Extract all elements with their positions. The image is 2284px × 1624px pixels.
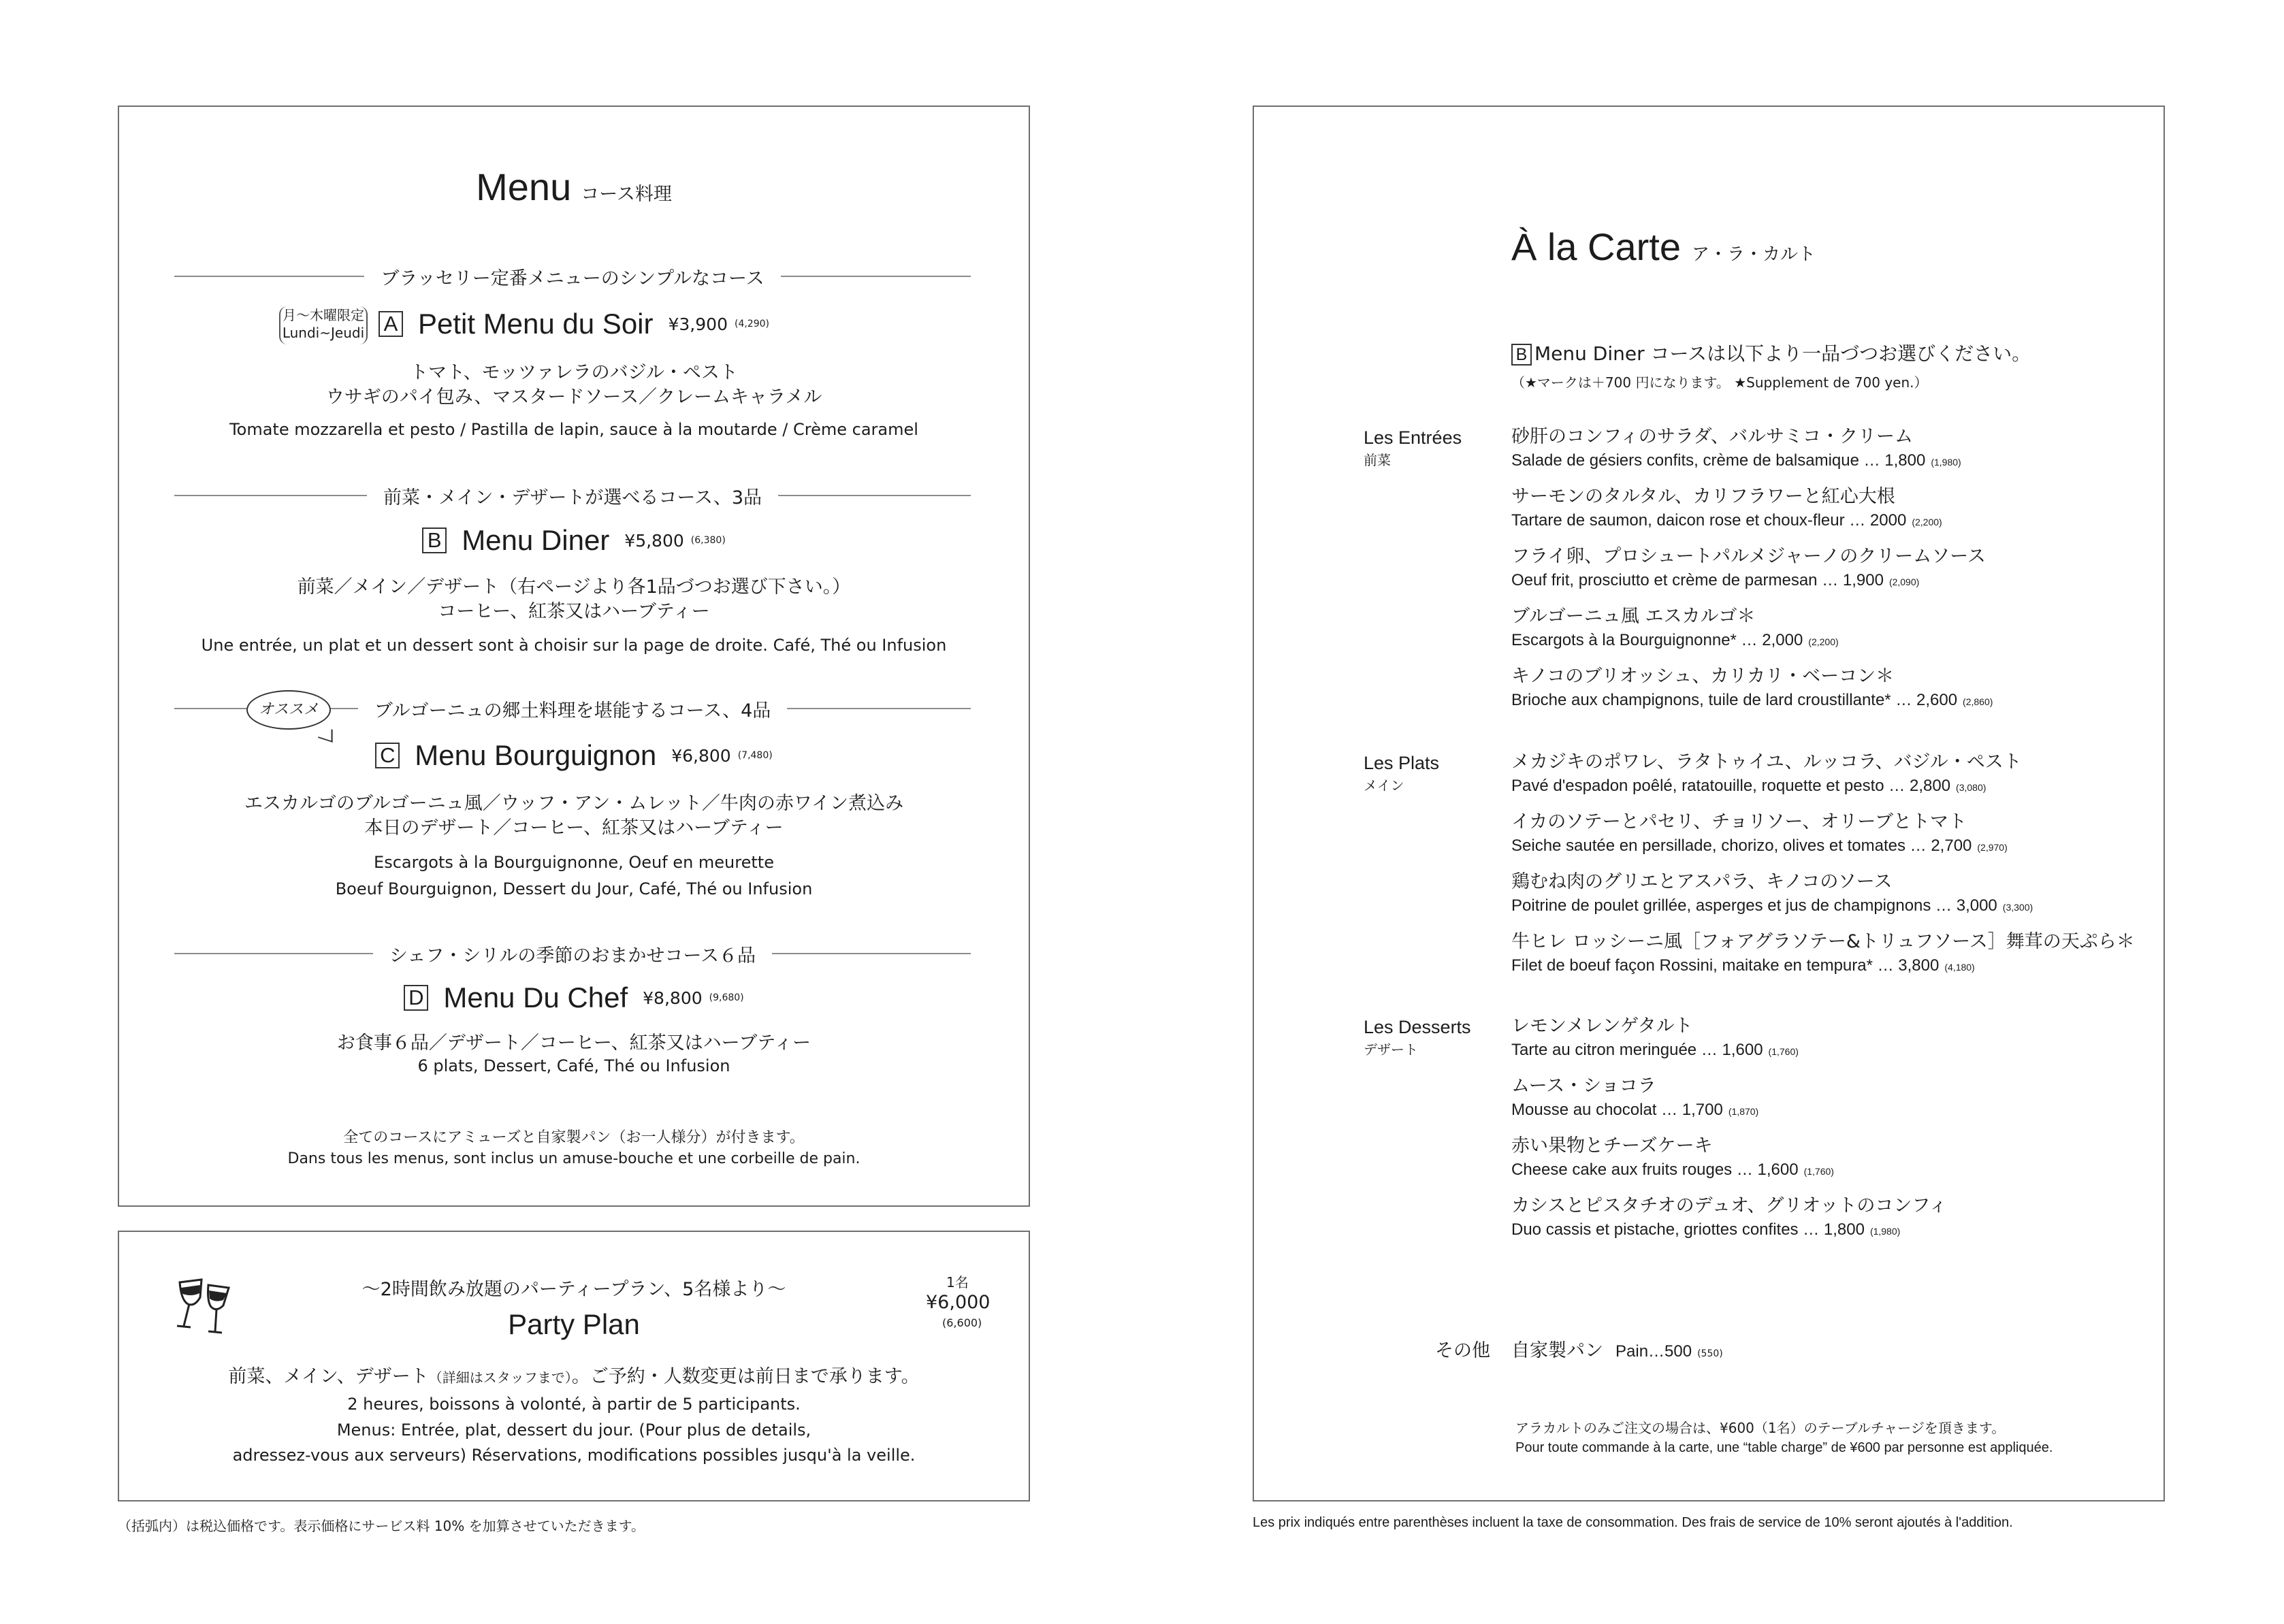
course-a-letter: A bbox=[379, 311, 403, 337]
dish-item: キノコのブリオッシュ、カリカリ・ベーコン＊ Brioche aux champignons, tuile de lard croustillante* … 2,600 (2,860) bbox=[1511, 666, 1993, 709]
course-a-jp-2: ウサギのパイ包み、マスタードソース／クレームキャラメル bbox=[325, 387, 822, 408]
party-price: ¥6,000 bbox=[926, 1292, 991, 1313]
course-a-tax: (4,290) bbox=[734, 319, 769, 329]
other-label: その他 bbox=[1435, 1340, 1490, 1361]
party-title: Party Plan bbox=[508, 1308, 640, 1340]
course-b-heading: 前菜・メイン・デザートが選べるコース、3品 bbox=[174, 482, 971, 509]
course-c-tax: (7,480) bbox=[737, 750, 773, 761]
course-b-price: ¥5,800 bbox=[624, 530, 684, 551]
course-d-heading: シェフ・シリルの季節のおまかせコース６品 bbox=[174, 940, 971, 967]
course-a-name: Petit Menu du Soir bbox=[417, 308, 654, 340]
menu-note-fr: Dans tous les menus, sont inclus un amuse-bouche et une corbeille de pain. bbox=[287, 1150, 860, 1167]
dish-item: サーモンのタルタル、カリフラワーと紅心大根 Tartare de saumon, daicon rose et choux-fleur … 2000 (2,200) bbox=[1511, 486, 1942, 530]
course-d-jp: お食事６品／デザート／コーヒー、紅茶又はハーブティー bbox=[336, 1033, 811, 1054]
course-a-heading: ブラッセリー定番メニューのシンプルなコース bbox=[174, 263, 971, 290]
course-c-price: ¥6,800 bbox=[671, 745, 731, 766]
carte-title-jp: ア・ラ・カルト bbox=[1692, 244, 1816, 265]
dish-item: フライ卵、プロシュートパルメジャーノのクリームソース Oeuf frit, prosciutto et crème de parmesan … 1,900 (2,090) bbox=[1511, 546, 1986, 589]
course-d-price: ¥8,800 bbox=[643, 988, 703, 1008]
course-b-fr: Une entrée, un plat et un dessert sont à choisir sur la page de droite. Café, Thé ou Infusion bbox=[201, 636, 947, 655]
course-b-jp-1: 前菜／メイン／デザート（右ページより各1品づつお選び下さい。） bbox=[297, 576, 851, 598]
course-c-fr-1: Escargots à la Bourguignonne, Oeuf en meurette bbox=[374, 853, 774, 872]
course-d-letter: D bbox=[404, 985, 428, 1011]
dish-item: 牛ヒレ ロッシーニ風［フォアグラソテー&トリュフソース］舞茸の天ぷら＊ Filet de boeuf façon Rossini, maitake en tempura* … 3,800 (4,180) bbox=[1511, 931, 2135, 975]
table-charge-jp: アラカルトのみご注文の場合は、¥600（1名）のテーブルチャージを頂きます。 bbox=[1515, 1420, 2006, 1436]
menu-title: Menu コース料理 bbox=[476, 165, 672, 208]
party-tax: (6,600) bbox=[942, 1316, 982, 1329]
course-a-price: ¥3,900 bbox=[668, 314, 728, 334]
course-b-name: Menu Diner bbox=[462, 524, 610, 556]
section-entrees-label: Les Entrées 前菜 bbox=[1364, 427, 1462, 468]
weekday-tag: 月〜木曜限定 Lundi~Jeudi bbox=[279, 306, 368, 344]
dish-item: メカジキのポワレ、ラタトゥイユ、ルッコラ、バジル・ペスト Pavé d'espadon poêlé, ratatouille, roquette et pesto … 2,800 (3,080) bbox=[1511, 751, 2022, 795]
course-c-jp-2: 本日のデザート／コーヒー、紅茶又はハーブティー bbox=[364, 817, 784, 839]
carte-title: À la Carte ア・ラ・カルト bbox=[1511, 225, 1816, 268]
menu-note-jp: 全てのコースにアミューズと自家製パン（お一人様分）が付きます。 bbox=[343, 1129, 805, 1146]
course-d-fr: 6 plats, Dessert, Café, Thé ou Infusion bbox=[417, 1056, 730, 1075]
course-d-tax: (9,680) bbox=[709, 992, 744, 1003]
party-subtitle: 〜2時間飲み放題のパーティープラン、5名様より〜 bbox=[361, 1279, 786, 1300]
footer-left: （括弧内）は税込価格です。表示価格にサービス料 10% を加算させていただきます。 bbox=[118, 1518, 645, 1534]
recommend-badge: オススメ bbox=[246, 690, 331, 730]
carte-intro-note: （★マークは＋700 円になります。 ★Supplement de 700 yen.） bbox=[1511, 374, 1928, 391]
course-b-header bbox=[118, 524, 1030, 557]
dish-item: ムース・ショコラ Mousse au chocolat … 1,700 (1,870) bbox=[1511, 1075, 1759, 1119]
footer-right: Les prix indiqués entre parenthèses incluent la taxe de consommation. Des frais de service de 10% seront ajoutés à l'addition. bbox=[1253, 1515, 2013, 1530]
party-fr-3: adressez-vous aux serveurs) Réservations, modifications possibles jusqu'à la veille. bbox=[232, 1446, 916, 1465]
section-plats-label: Les Plats メイン bbox=[1364, 753, 1440, 794]
course-d-header bbox=[118, 981, 1030, 1014]
course-c-header bbox=[118, 739, 1030, 772]
course-c-heading: ブルゴーニュの郷土料理を堪能するコース、4品 bbox=[174, 695, 971, 722]
dish-item: イカのソテーとパセリ、チョリソー、オリーブとトマト Seiche sautée en persillade, chorizo, olives et tomates … 2,700 (2,970) bbox=[1511, 811, 2008, 855]
party-fr-1: 2 heures, boissons à volonté, à partir de 5 participants. bbox=[347, 1395, 801, 1414]
carte-intro: B Menu Diner コースは以下より一品づつお選びください。 bbox=[1511, 339, 2031, 366]
party-per-person: 1名 bbox=[946, 1274, 969, 1290]
other-item: 自家製パン Pain…500 (550) bbox=[1511, 1340, 1723, 1361]
section-desserts-label: Les Desserts デザート bbox=[1364, 1017, 1471, 1058]
dish-item: レモンメレンゲタルト Tarte au citron meringuée … 1,600 (1,760) bbox=[1511, 1016, 1799, 1059]
dish-item: ブルゴーニュ風 エスカルゴ＊ Escargots à la Bourguignonne* … 2,000 (2,200) bbox=[1511, 606, 1839, 649]
course-c-fr-2: Boeuf Bourguignon, Dessert du Jour, Café, Thé ou Infusion bbox=[335, 879, 813, 898]
party-jp-line: 前菜、メイン、デザート（詳細はスタッフまで）。ご予約・人数変更は前日まで承ります。 bbox=[228, 1366, 920, 1387]
course-c-jp-1: エスカルゴのブルゴーニュ風／ウッフ・アン・ムレット／牛肉の赤ワイン煮込み bbox=[244, 793, 904, 814]
carte-intro-letter: B bbox=[1511, 344, 1532, 366]
course-a-fr: Tomate mozzarella et pesto / Pastilla de lapin, sauce à la moutarde / Crème caramel bbox=[229, 420, 918, 439]
course-b-tax: (6,380) bbox=[690, 535, 726, 546]
course-c-name: Menu Bourguignon bbox=[415, 739, 657, 771]
course-a-jp-1: トマト、モッツァレラのバジル・ペスト bbox=[410, 362, 738, 383]
course-a-header bbox=[118, 308, 1030, 340]
course-c-letter: C bbox=[375, 743, 400, 768]
party-fr-2: Menus: Entrée, plat, dessert du jour. (Pour plus de details, bbox=[336, 1420, 811, 1440]
carte-panel bbox=[1253, 105, 2165, 1501]
course-b-letter: B bbox=[422, 527, 447, 553]
dish-item: カシスとピスタチオのデュオ、グリオットのコンフィ Duo cassis et pistache, griottes confites … 1,800 (1,980) bbox=[1511, 1195, 1948, 1239]
course-d-name: Menu Du Chef bbox=[443, 981, 628, 1013]
course-b-jp-2: コーヒー、紅茶又はハーブティー bbox=[438, 601, 710, 622]
dish-item: 赤い果物とチーズケーキ Cheese cake aux fruits rouges … 1,600 (1,760) bbox=[1511, 1135, 1834, 1179]
dish-item: 鶏むね肉のグリエとアスパラ、キノコのソース Poitrine de poulet grillée, asperges et jus de champignons … 3,000 (3,300) bbox=[1511, 871, 2033, 915]
dish-item: 砂肝のコンフィのサラダ、バルサミコ・クリーム Salade de gésiers confits, crème de balsamique … 1,800 (1,980) bbox=[1511, 426, 1961, 470]
table-charge-fr: Pour toute commande à la carte, une “table charge” de ¥600 par personne est appliquée. bbox=[1515, 1440, 2053, 1455]
menu-title-jp: コース料理 bbox=[581, 184, 672, 205]
